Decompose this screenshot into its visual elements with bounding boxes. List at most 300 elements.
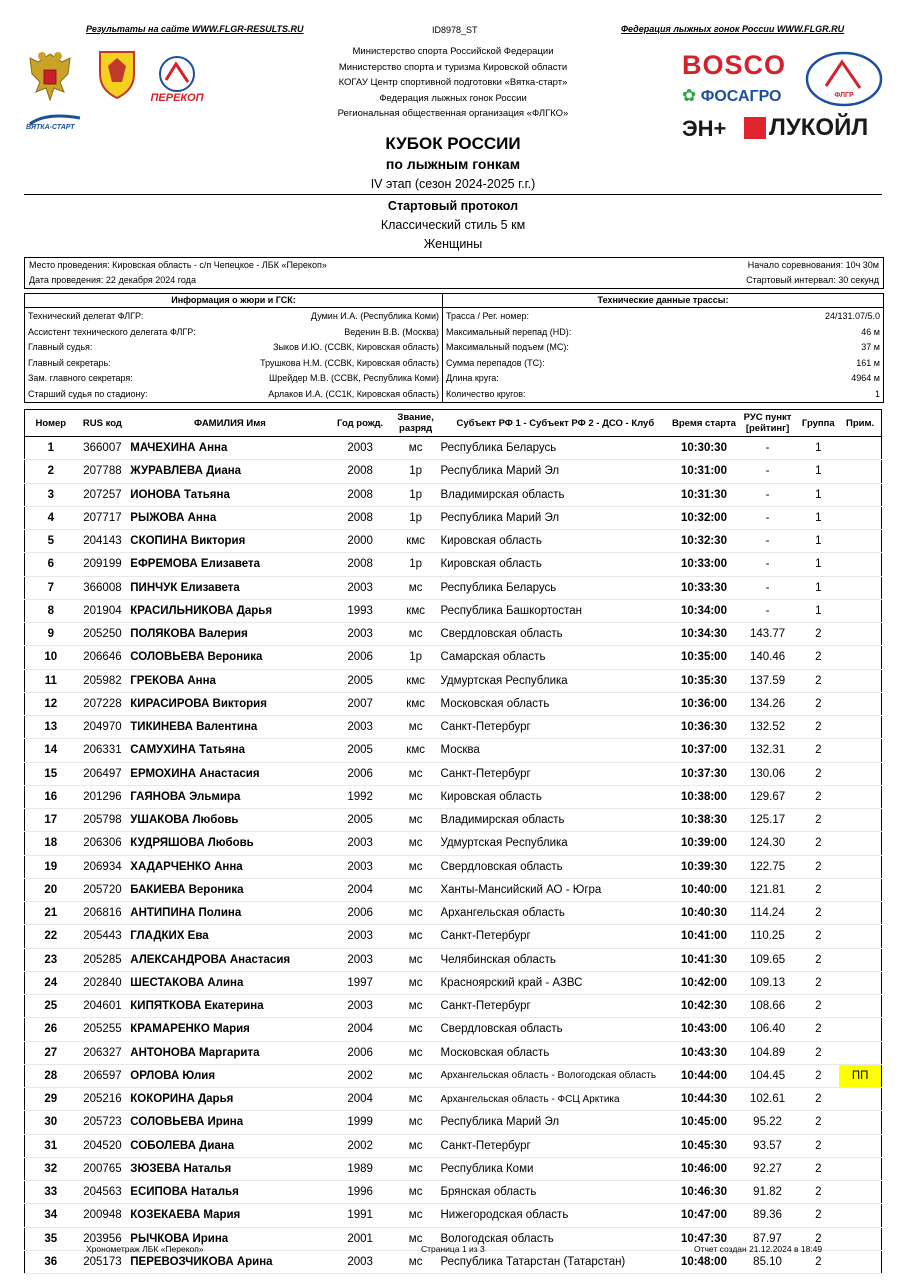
rating-cell: 92.27 [738, 1157, 798, 1180]
athlete-name-cell: ГАЯНОВА Эльмира [128, 785, 329, 808]
start-number-cell: 11 [25, 669, 77, 692]
start-number-cell: 20 [25, 878, 77, 901]
footer-page-number: Страница 1 из 3 [421, 1244, 485, 1254]
rating-cell: - [738, 437, 798, 460]
group-cell: 2 [797, 1134, 839, 1157]
birth-year-cell: 1989 [329, 1157, 390, 1180]
start-time-cell: 10:33:30 [670, 576, 738, 599]
group-cell: 2 [797, 855, 839, 878]
birth-year-cell: 2008 [329, 553, 390, 576]
table-row [25, 1134, 882, 1157]
track-label: Максимальный подъем (MC): [446, 342, 569, 352]
track-header: Технические данные трассы: [443, 294, 883, 308]
event-stage: IV этап (сезон 2024-2025 г.г.) [370, 177, 536, 191]
race-style: Классический стиль 5 км [380, 218, 526, 232]
rus-code-cell: 200948 [77, 1204, 129, 1227]
start-time-cell: 10:41:00 [670, 925, 738, 948]
region-cell: Московская область [440, 692, 670, 715]
rating-cell: 104.45 [738, 1064, 798, 1087]
start-time-cell: 10:38:30 [670, 809, 738, 832]
rating-cell: 134.26 [738, 692, 798, 715]
group-cell: 2 [797, 832, 839, 855]
note-cell [839, 902, 881, 925]
start-number-cell: 24 [25, 971, 77, 994]
rus-code-cell: 206816 [77, 902, 129, 925]
group-cell: 2 [797, 995, 839, 1018]
rus-code-cell: 205982 [77, 669, 129, 692]
sport-rank-cell: мс [391, 948, 441, 971]
rus-code-cell: 206497 [77, 762, 129, 785]
table-row [25, 1204, 882, 1227]
rating-cell: 95.22 [738, 1111, 798, 1134]
start-time-cell: 10:41:30 [670, 948, 738, 971]
start-time-cell: 10:33:00 [670, 553, 738, 576]
birth-year-cell: 2005 [329, 809, 390, 832]
athlete-name-cell: КУДРЯШОВА Любовь [128, 832, 329, 855]
title-divider [24, 194, 882, 195]
rus-code-cell: 205216 [77, 1088, 129, 1111]
start-time-cell: 10:43:00 [670, 1018, 738, 1041]
group-cell: 2 [797, 692, 839, 715]
sport-rank-cell: мс [391, 855, 441, 878]
start-number-cell: 22 [25, 925, 77, 948]
start-number-cell: 26 [25, 1018, 77, 1041]
col-header-group: Группа [797, 410, 839, 437]
start-time-cell: 10:45:00 [670, 1111, 738, 1134]
region-cell: Самарская область [440, 646, 670, 669]
note-cell [839, 1181, 881, 1204]
group-cell: 2 [797, 1064, 839, 1087]
start-number-cell: 35 [25, 1227, 77, 1250]
birth-year-cell: 2003 [329, 1250, 390, 1273]
note-cell [839, 948, 881, 971]
table-row [25, 1018, 882, 1041]
start-number-cell: 28 [25, 1064, 77, 1087]
rus-code-cell: 201296 [77, 785, 129, 808]
start-time-cell: 10:42:30 [670, 995, 738, 1018]
region-cell: Удмуртская Республика [440, 832, 670, 855]
athlete-name-cell: ЗЮЗЕВА Наталья [128, 1157, 329, 1180]
rus-code-cell: 204520 [77, 1134, 129, 1157]
group-cell: 2 [797, 1018, 839, 1041]
jury-panel [25, 294, 443, 402]
jury-role: Зам. главного секретаря: [28, 373, 133, 383]
note-cell [839, 483, 881, 506]
birth-year-cell: 2008 [329, 460, 390, 483]
start-time-cell: 10:42:00 [670, 971, 738, 994]
start-number-cell: 27 [25, 1041, 77, 1064]
start-time-cell: 10:48:00 [670, 1250, 738, 1273]
group-cell: 2 [797, 1041, 839, 1064]
birth-year-cell: 2006 [329, 1041, 390, 1064]
athlete-name-cell: ШЕСТАКОВА Алина [128, 971, 329, 994]
rating-cell: 122.75 [738, 855, 798, 878]
sport-rank-cell: 1р [391, 553, 441, 576]
jury-name: Думин И.А. (Республика Коми) [310, 311, 439, 321]
rus-code-cell: 205255 [77, 1018, 129, 1041]
athlete-name-cell: ЕРМОХИНА Анастасия [128, 762, 329, 785]
group-cell: 1 [797, 506, 839, 529]
table-row [25, 995, 882, 1018]
jury-role: Главный секретарь: [28, 357, 111, 368]
table-row [25, 669, 882, 692]
table-row [25, 646, 882, 669]
athlete-name-cell: ПОЛЯКОВА Валерия [128, 623, 329, 646]
start-time-cell: 10:35:00 [670, 646, 738, 669]
start-time-cell: 10:31:00 [670, 460, 738, 483]
rating-cell: - [738, 553, 798, 576]
rating-cell: 106.40 [738, 1018, 798, 1041]
athlete-name-cell: ГЛАДКИХ Ева [128, 925, 329, 948]
start-time-cell: 10:38:00 [670, 785, 738, 808]
sport-rank-cell: мс [391, 971, 441, 994]
note-cell [839, 646, 881, 669]
start-number-cell: 16 [25, 785, 77, 808]
note-cell [839, 762, 881, 785]
rus-code-cell: 209199 [77, 553, 129, 576]
group-cell: 2 [797, 1227, 839, 1250]
track-label: Количество кругов: [446, 388, 526, 399]
group-cell: 2 [797, 739, 839, 762]
sport-rank-cell: кмс [391, 599, 441, 622]
birth-year-cell: 2005 [329, 669, 390, 692]
organizer-line: Региональная общественная организация «ФЛГКО» [337, 108, 569, 119]
birth-year-cell: 1992 [329, 785, 390, 808]
region-cell: Ханты-Мансийский АО - Югра [440, 878, 670, 901]
rating-cell: 87.97 [738, 1227, 798, 1250]
birth-year-cell: 2006 [329, 762, 390, 785]
col-header-rank: Звание, разряд [391, 410, 441, 437]
rating-cell: 85.10 [738, 1250, 798, 1273]
venue-place: Место проведения: Кировская область - с/п Чепецкое - ЛБК «Перекоп» [29, 260, 327, 270]
note-cell [839, 437, 881, 460]
region-cell: Свердловская область [440, 623, 670, 646]
athlete-name-cell: ОРЛОВА Юлия [128, 1064, 329, 1087]
rating-cell: 110.25 [738, 925, 798, 948]
rating-cell: 132.52 [738, 716, 798, 739]
group-cell: 2 [797, 646, 839, 669]
start-time-cell: 10:32:00 [670, 506, 738, 529]
group-cell: 2 [797, 1088, 839, 1111]
group-cell: 2 [797, 623, 839, 646]
jury-name: Зыков И.Ю. (ССВК, Кировская область) [273, 342, 439, 352]
group-cell: 2 [797, 762, 839, 785]
region-cell: Владимирская область [440, 483, 670, 506]
group-cell: 2 [797, 1181, 839, 1204]
rating-cell: 124.30 [738, 832, 798, 855]
sport-rank-cell: мс [391, 1041, 441, 1064]
table-row [25, 460, 882, 483]
athlete-name-cell: ХАДАРЧЕНКО Анна [128, 855, 329, 878]
group-cell: 2 [797, 809, 839, 832]
start-number-cell: 13 [25, 716, 77, 739]
results-site-link[interactable]: Результаты на сайте WWW.FLGR-RESULTS.RU [86, 24, 304, 34]
rus-code-cell: 366007 [77, 437, 129, 460]
start-time-cell: 10:37:30 [670, 762, 738, 785]
table-row [25, 437, 882, 460]
athlete-name-cell: УШАКОВА Любовь [128, 809, 329, 832]
rating-cell: 108.66 [738, 995, 798, 1018]
region-cell: Челябинская область [440, 948, 670, 971]
rus-code-cell: 205250 [77, 623, 129, 646]
rating-cell: 102.61 [738, 1088, 798, 1111]
athlete-name-cell: РЫЧКОВА Ирина [128, 1227, 329, 1250]
start-time-cell: 10:46:00 [670, 1157, 738, 1180]
note-cell [839, 1204, 881, 1227]
track-value: 1 [874, 388, 880, 399]
table-row [25, 506, 882, 529]
rus-code-cell: 205720 [77, 878, 129, 901]
athlete-name-cell: КРАМАРЕНКО Мария [128, 1018, 329, 1041]
jury-name: Арлаков И.А. (СС1К, Кировская область) [268, 388, 439, 399]
start-number-cell: 17 [25, 809, 77, 832]
table-row [25, 1088, 882, 1111]
rating-cell: 143.77 [738, 623, 798, 646]
rus-code-cell: 200765 [77, 1157, 129, 1180]
sport-rank-cell: мс [391, 1227, 441, 1250]
athlete-name-cell: ЕФРЕМОВА Елизавета [128, 553, 329, 576]
region-cell: Республика Марий Эл [440, 506, 670, 529]
birth-year-cell: 2003 [329, 948, 390, 971]
note-cell [839, 669, 881, 692]
athlete-name-cell: ЖУРАВЛЕВА Диана [128, 460, 329, 483]
table-row [25, 1157, 882, 1180]
birth-year-cell: 2003 [329, 437, 390, 460]
start-time-cell: 10:32:30 [670, 530, 738, 553]
start-time-cell: 10:36:00 [670, 692, 738, 715]
rus-code-cell: 206331 [77, 739, 129, 762]
rus-code-cell: 205173 [77, 1250, 129, 1273]
col-header-note: Прим. [839, 410, 881, 437]
vyatka-start-logo-text: ВЯТКА-СТАРТ [26, 124, 75, 131]
rating-cell: 130.06 [738, 762, 798, 785]
sport-rank-cell: мс [391, 902, 441, 925]
bosco-logo-text: BOSCO [682, 50, 787, 80]
track-value: 161 м [856, 357, 880, 368]
start-time-cell: 10:30:30 [670, 437, 738, 460]
note-cell [839, 576, 881, 599]
athlete-name-cell: АНТИПИНА Полина [128, 902, 329, 925]
table-row [25, 1181, 882, 1204]
athlete-name-cell: БАКИЕВА Вероника [128, 878, 329, 901]
rus-code-cell: 205723 [77, 1111, 129, 1134]
start-number-cell: 23 [25, 948, 77, 971]
rating-cell: - [738, 576, 798, 599]
athlete-name-cell: ИОНОВА Татьяна [128, 483, 329, 506]
track-label: Максимальный перепад (HD): [446, 326, 572, 337]
rus-code-cell: 203956 [77, 1227, 129, 1250]
group-cell: 1 [797, 553, 839, 576]
group-cell: 1 [797, 576, 839, 599]
region-cell: Республика Татарстан (Татарстан) [440, 1250, 670, 1273]
rating-cell: 91.82 [738, 1181, 798, 1204]
region-cell: Санкт-Петербург [440, 995, 670, 1018]
birth-year-cell: 1997 [329, 971, 390, 994]
organizer-line: Министерство спорта Российской Федерации [352, 46, 554, 57]
start-time-cell: 10:45:30 [670, 1134, 738, 1157]
table-row [25, 599, 882, 622]
sport-rank-cell: мс [391, 832, 441, 855]
sport-rank-cell: мс [391, 1018, 441, 1041]
sport-rank-cell: мс [391, 1088, 441, 1111]
sport-rank-cell: мс [391, 576, 441, 599]
sport-rank-cell: кмс [391, 669, 441, 692]
rating-cell: 109.65 [738, 948, 798, 971]
start-number-cell: 32 [25, 1157, 77, 1180]
athlete-name-cell: МАЧЕХИНА Анна [128, 437, 329, 460]
start-number-cell: 1 [25, 437, 77, 460]
note-cell [839, 1111, 881, 1134]
region-cell: Москва [440, 739, 670, 762]
sport-rank-cell: мс [391, 1204, 441, 1227]
rating-cell: 129.67 [738, 785, 798, 808]
track-label: Сумма перепадов (TC): [446, 357, 545, 368]
start-number-cell: 6 [25, 553, 77, 576]
athlete-name-cell: ТИКИНЕВА Валентина [128, 716, 329, 739]
athlete-name-cell: КРАСИЛЬНИКОВА Дарья [128, 599, 329, 622]
start-time-cell: 10:36:30 [670, 716, 738, 739]
rus-code-cell: 207788 [77, 460, 129, 483]
start-number-cell: 4 [25, 506, 77, 529]
start-number-cell: 14 [25, 739, 77, 762]
table-row [25, 762, 882, 785]
table-row [25, 483, 882, 506]
sport-rank-cell: мс [391, 762, 441, 785]
col-header-name: ФАМИЛИЯ Имя [128, 410, 329, 437]
table-row [25, 832, 882, 855]
athlete-name-cell: ГРЕКОВА Анна [128, 669, 329, 692]
rus-code-cell: 205798 [77, 809, 129, 832]
group-cell: 2 [797, 902, 839, 925]
region-cell: Республика Марий Эл [440, 460, 670, 483]
start-interval: Стартовый интервал: 30 секунд [746, 275, 879, 285]
start-number-cell: 31 [25, 1134, 77, 1157]
sport-rank-cell: мс [391, 785, 441, 808]
athlete-name-cell: РЫЖОВА Анна [128, 506, 329, 529]
table-row [25, 878, 882, 901]
sport-rank-cell: мс [391, 1181, 441, 1204]
table-header-row [25, 410, 882, 437]
note-cell [839, 995, 881, 1018]
birth-year-cell: 2001 [329, 1227, 390, 1250]
sport-rank-cell: кмс [391, 692, 441, 715]
start-number-cell: 36 [25, 1250, 77, 1273]
start-time-cell: 10:44:30 [670, 1088, 738, 1111]
note-cell [839, 809, 881, 832]
region-cell: Вологодская область [440, 1227, 670, 1250]
group-cell: 2 [797, 948, 839, 971]
region-cell: Республика Башкортостан [440, 599, 670, 622]
col-header-region: Субъект РФ 1 - Субъект РФ 2 - ДСО - Клуб [440, 410, 670, 437]
table-row [25, 576, 882, 599]
athlete-name-cell: АЛЕКСАНДРОВА Анастасия [128, 948, 329, 971]
start-number-cell: 3 [25, 483, 77, 506]
col-header-rus-code: RUS код [77, 410, 129, 437]
start-number-cell: 9 [25, 623, 77, 646]
start-time-cell: 10:40:00 [670, 878, 738, 901]
sport-rank-cell: мс [391, 925, 441, 948]
start-number-cell: 15 [25, 762, 77, 785]
table-row [25, 925, 882, 948]
table-row [25, 855, 882, 878]
fosagro-logo-text: ФОСАГРО [700, 88, 782, 105]
note-cell [839, 925, 881, 948]
start-time-cell: 10:31:30 [670, 483, 738, 506]
start-number-cell: 10 [25, 646, 77, 669]
rating-cell: 140.46 [738, 646, 798, 669]
event-subtitle: по лыжным гонкам [385, 156, 521, 172]
region-cell: Санкт-Петербург [440, 762, 670, 785]
note-cell [839, 971, 881, 994]
start-time-cell: 10:39:30 [670, 855, 738, 878]
birth-year-cell: 2003 [329, 623, 390, 646]
table-row [25, 623, 882, 646]
document-id: ID8978_ST [432, 25, 478, 35]
group-cell: 2 [797, 1111, 839, 1134]
athlete-name-cell: КОКОРИНА Дарья [128, 1088, 329, 1111]
sport-rank-cell: мс [391, 437, 441, 460]
region-cell: Республика Беларусь [440, 437, 670, 460]
birth-year-cell: 2003 [329, 832, 390, 855]
region-cell: Кировская область [440, 553, 670, 576]
rating-cell: 109.13 [738, 971, 798, 994]
flgr-site-link[interactable]: Федерация лыжных гонок России WWW.FLGR.RU [621, 24, 845, 34]
track-label: Трасса / Рег. номер: [446, 311, 529, 321]
fosagro-logo [682, 86, 782, 106]
flgr-logo-text: ФЛГР [834, 92, 854, 99]
birth-year-cell: 2003 [329, 925, 390, 948]
start-number-cell: 18 [25, 832, 77, 855]
sport-rank-cell: мс [391, 995, 441, 1018]
rus-code-cell: 366008 [77, 576, 129, 599]
note-cell [839, 785, 881, 808]
table-row [25, 530, 882, 553]
rating-cell: - [738, 506, 798, 529]
region-cell: Архангельская область - ФСЦ Арктика [440, 1088, 670, 1111]
start-time-cell: 10:39:00 [670, 832, 738, 855]
jury-role: Старший судья по стадиону: [28, 388, 148, 399]
rus-code-cell: 207228 [77, 692, 129, 715]
rating-cell: 137.59 [738, 669, 798, 692]
rus-code-cell: 206646 [77, 646, 129, 669]
region-cell: Удмуртская Республика [440, 669, 670, 692]
region-cell: Московская область [440, 1041, 670, 1064]
note-cell [839, 716, 881, 739]
region-cell: Республика Марий Эл [440, 1111, 670, 1134]
rus-code-cell: 206306 [77, 832, 129, 855]
jury-name: Веденин В.В. (Москва) [344, 326, 439, 337]
athlete-name-cell: КОЗЕКАЕВА Мария [128, 1204, 329, 1227]
note-cell [839, 832, 881, 855]
track-label: Длина круга: [446, 373, 499, 383]
group-cell: 1 [797, 460, 839, 483]
group-cell: 1 [797, 483, 839, 506]
athlete-name-cell: КИПЯТКОВА Екатерина [128, 995, 329, 1018]
sport-rank-cell: мс [391, 1157, 441, 1180]
note-cell [839, 1157, 881, 1180]
note-cell [839, 855, 881, 878]
rus-code-cell: 205285 [77, 948, 129, 971]
group-cell: 1 [797, 530, 839, 553]
birth-year-cell: 2000 [329, 530, 390, 553]
race-category: Женщины [423, 237, 483, 251]
start-time-cell: 10:43:30 [670, 1041, 738, 1064]
note-cell [839, 1088, 881, 1111]
start-number-cell: 25 [25, 995, 77, 1018]
sport-rank-cell: 1р [391, 483, 441, 506]
note-cell [839, 1227, 881, 1250]
start-number-cell: 12 [25, 692, 77, 715]
